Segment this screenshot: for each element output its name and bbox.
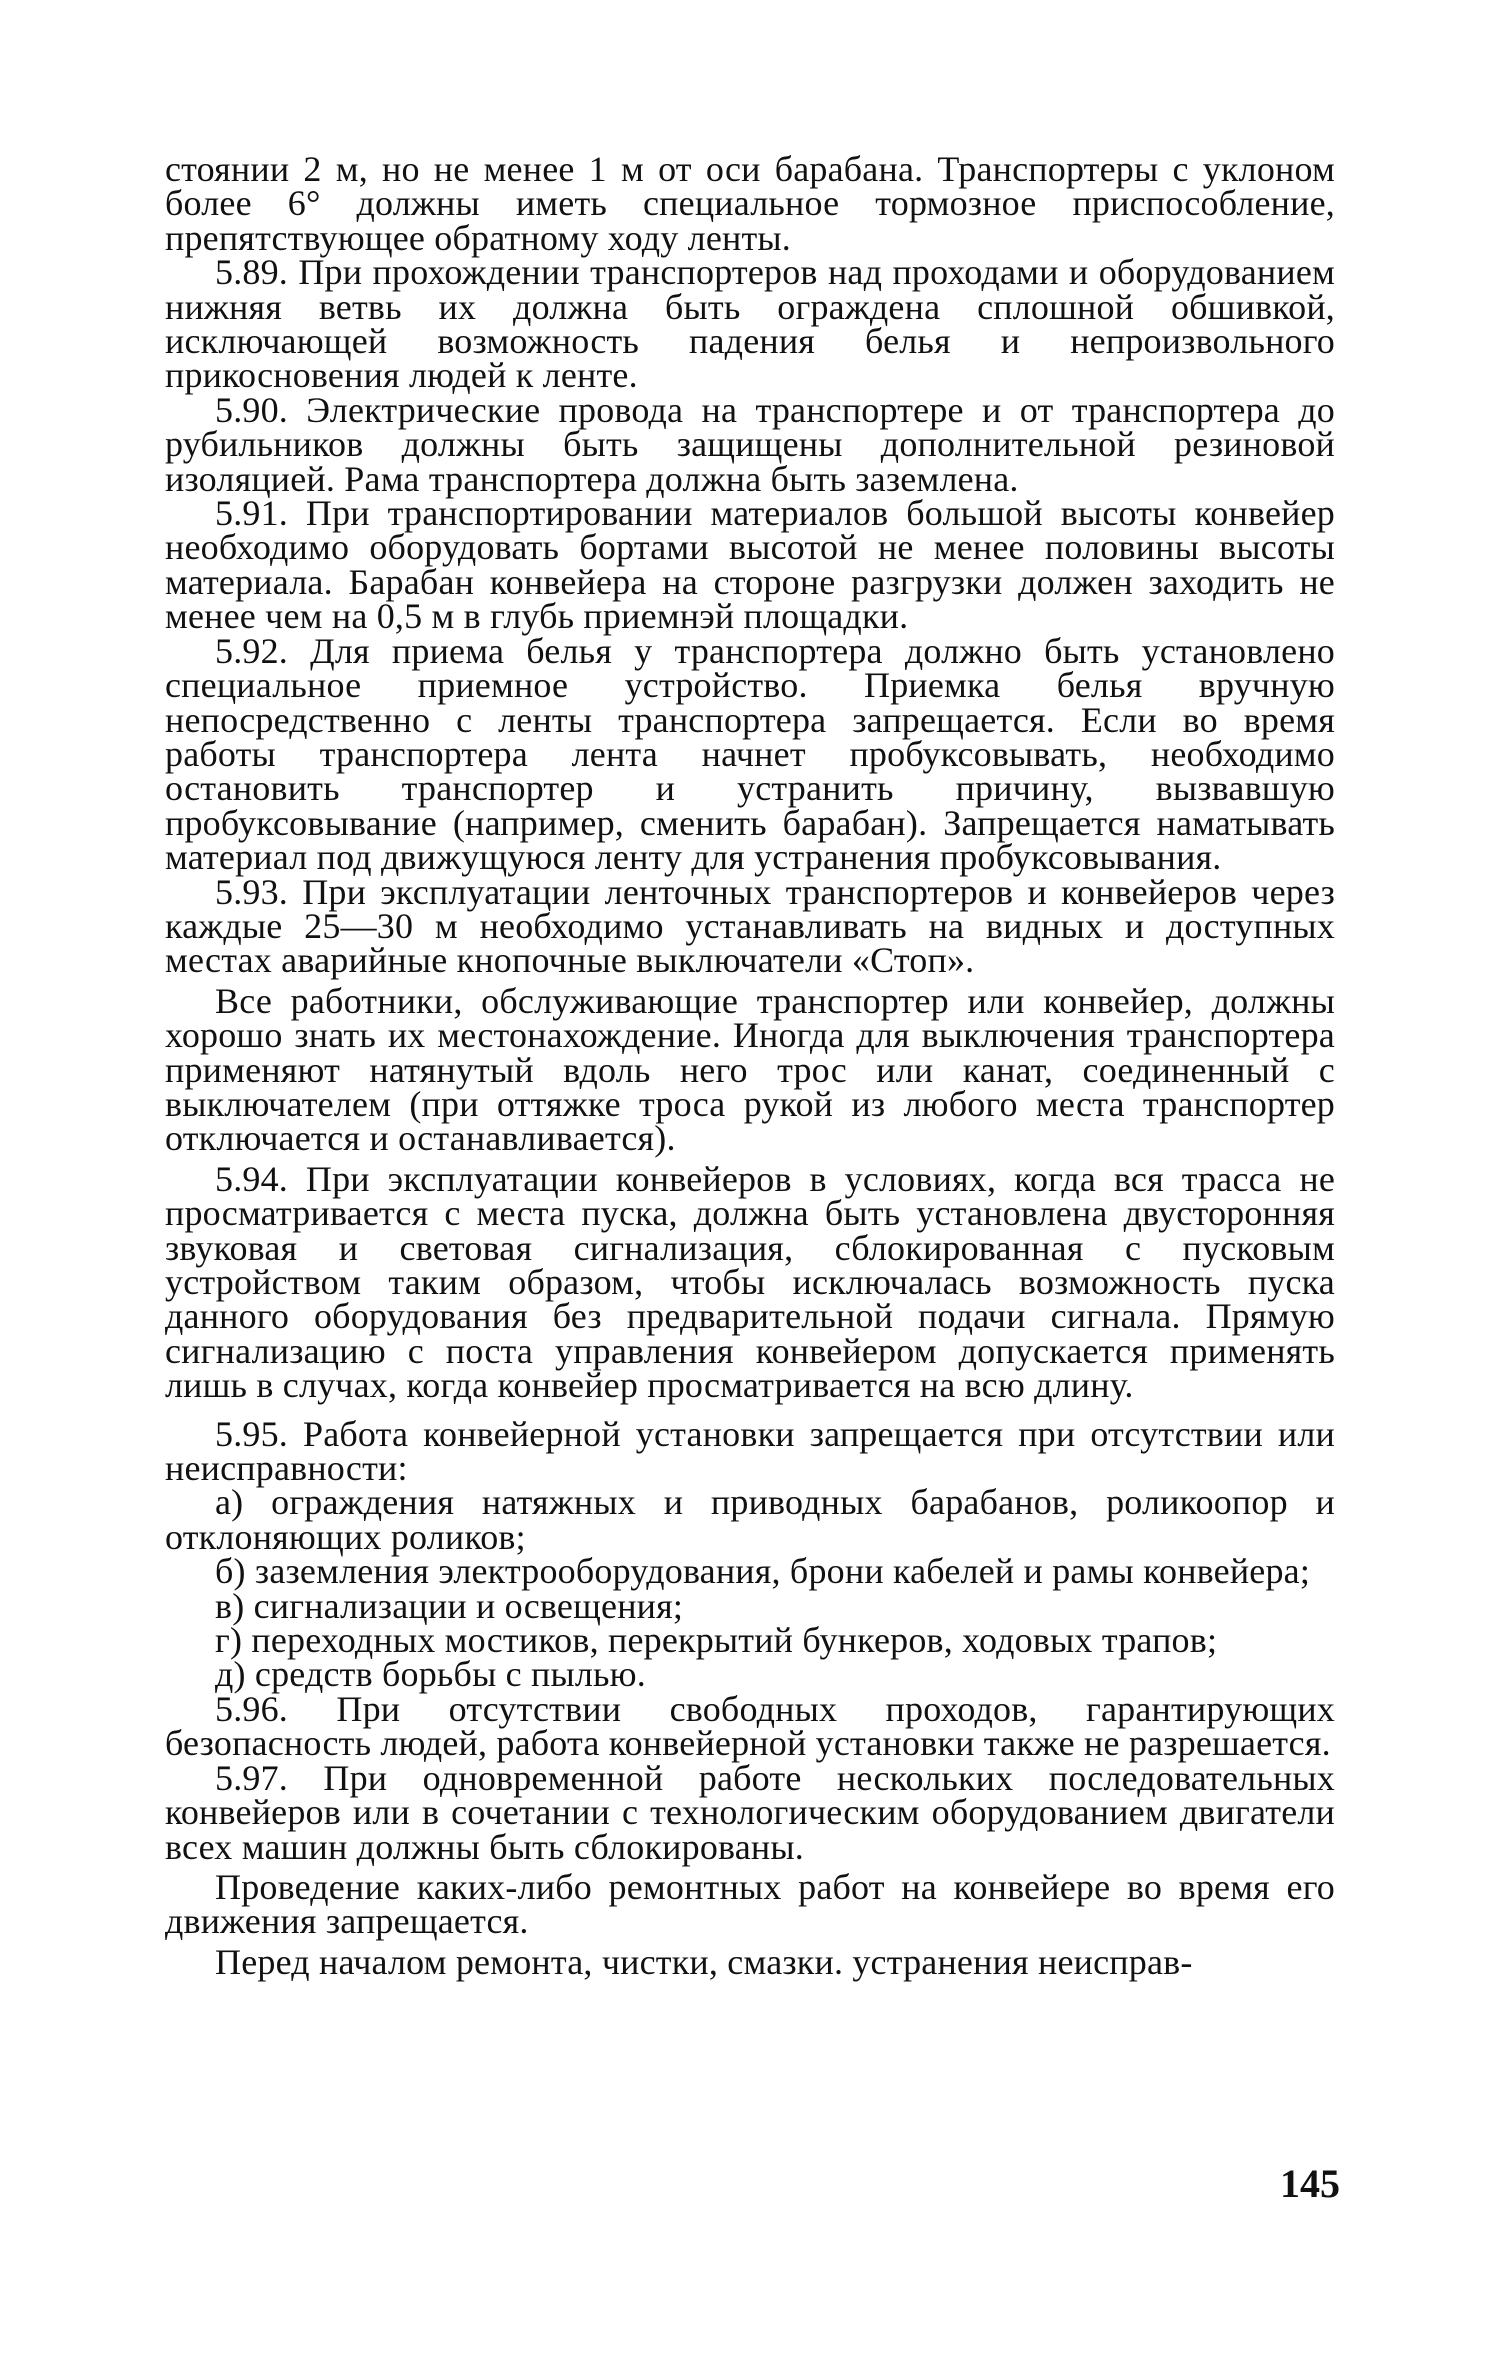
paragraph-continuation: стоянии 2 м, но не менее 1 м от оси барабана. Транспортеры с уклоном более 6° должны иметь специальное тормозное приспособление, препятствующее обратному ходу ленты. <box>165 149 1335 258</box>
paragraph-5-94: 5.94. При эксплуатации конвейеров в условиях, когда вся трасса не просматривается с места пуска, должна быть установлена двусторонняя звуковая и световая сигнализация, сблокированная с пусковым устройством таким образом, чтобы исключалась возможность пуска данного оборудования без предварительной подачи сигнала. Прямую сигнализацию с поста управления конвейером допускается применять лишь в случах, когда конвейер просматривается на всю длину. <box>165 1158 1335 1406</box>
paragraph-5-96: 5.96. При отсутствии свободных проходов, гарантирующих безопасность людей, работа конвейерной установки также не разрешается. <box>165 1688 1335 1764</box>
paragraph-5-92: 5.92. Для приема белья у транспортера должно быть установлено специальное приемное устройство. Приемка белья вручную непосредственно с ленты транспортера запрещается. Если во время работы транспортера лента начнет пробуксовывать, необходимо остановить транспортер и устранить причину, вызвавшую пробуксовывание (например, сменить барабан). Запрещается наматывать материал под движущуюся ленту для устранения пробуксовывания. <box>165 630 1335 878</box>
paragraph-5-89: 5.89. При прохождении транспортеров над проходами и оборудованием нижняя ветвь их должна быть ограждена сплошной обшивкой, исключающей возможность падения белья и непроизвольного прикосновения людей к ленте. <box>165 252 1335 396</box>
text-column <box>165 149 1335 1982</box>
list-item-v: в) сигнализации и освещения; <box>215 1585 684 1626</box>
page-number: 145 <box>1280 2161 1340 2206</box>
paragraph-5-97: 5.97. При одновременной работе нескольких последовательных конвейеров или в сочетании с технологическим оборудованием двигатели всех машин должны быть сблокированы. <box>165 1757 1335 1867</box>
list-item-a: а) ограждения натяжных и приводных барабанов, роликоопор и отклоняющих роликов; <box>165 1482 1335 1557</box>
list-item-g: г) переходных мостиков, перекрытий бункеров, ходовых трапов; <box>215 1620 1218 1661</box>
list-item-b: б) заземления электрооборудования, брони кабелей и рамы конвейера; <box>215 1551 1311 1592</box>
paragraph-workers: Все работники, обслуживающие транспортер или конвейер, должны хорошо знать их местонахождение. Иногда для выключения транспортера применяют натянутый вдоль него трос или канат, соединенный с выключателем (при оттяжке троса рукой из любого места транспортер отключается и останавливается). <box>165 980 1335 1159</box>
paragraph-repair-ban: Проведение каких-либо ремонтных работ на конвейере во время его движения запрещается. <box>165 1866 1335 1942</box>
paragraph-5-93: 5.93. При эксплуатации ленточных транспортеров и конвейеров через каждые 25—30 м необходимо устанавливать на видных и доступных местах аварийные кнопочные выключатели «Стоп». <box>165 871 1335 981</box>
paragraph-5-91: 5.91. При транспортировании материалов большой высоты конвейер необходимо оборудовать бортами высотой не менее половины высоты материала. Барабан конвейера на стороне разгрузки должен заходить не менее чем на 0,5 м в глубь приемнэй площадки. <box>165 493 1335 637</box>
paragraph-before-repair: Перед началом ремонта, чистки, смазки. устранения неисправ- <box>215 1941 1193 1982</box>
paragraph-5-90: 5.90. Электрические провода на транспортере и от транспортера до рубильников должны быть защищены дополнительной резиновой изоляцией. Рама транспортера должна быть заземлена. <box>165 389 1335 499</box>
paragraph-5-95: 5.95. Работа конвейерной установки запрещается при отсутствии или неисправности: <box>165 1413 1335 1489</box>
list-item-d: д) средств борьбы с пылью. <box>215 1654 646 1695</box>
